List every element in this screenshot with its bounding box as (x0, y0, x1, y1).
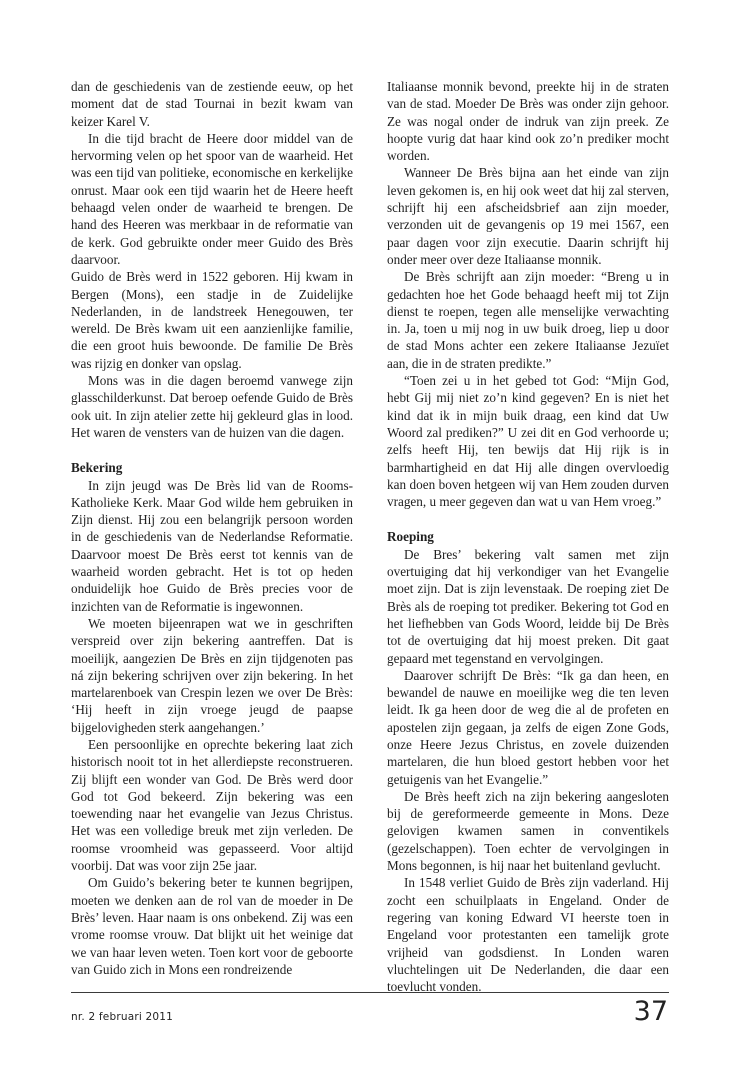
paragraph: We moeten bijeenrapen wat we in geschriften verspreid over zijn bekering aantreffen. Dat is moeilijk, aangezien De Brès en zijn tijdgenoten pas ná zijn bekering schrijven over zijn bekering. In het martelarenboek van Crespin lezen we over De Brès: ‘Hij heeft in zijn vroege jeugd de paapse bijgelovigheden sterk aangehangen.’ (71, 615, 353, 735)
section-heading-bekering: Bekering (71, 460, 123, 476)
left-column (71, 78, 353, 978)
paragraph: De Brès heeft zich na zijn bekering aangesloten bij de gereformeerde gemeente in Mons. Deze gelovigen kwamen samen in conventikels (gezelschappen). Toen echter de vervolgingen in Mons begonnen, is hij naar het buitenland gevlucht. (387, 788, 669, 874)
section-heading-roeping: Roeping (387, 529, 434, 545)
paragraph: “Toen zei u in het gebed tot God: “Mijn God, hebt Gij mij niet zo’n kind gegeven? En is niet het kind dat ik in mijn buik draag, een kind dat Uw Woord zal prediken?” U zei dit en God verhoorde u; zelfs heeft Hij, ten bewijs dat Hij rijk is in barmhartigheid en dat Hij alle dingen overvloedig kan doen boven hetgeen wij van Hem zouden durven vragen, u meer gegeven dan wat u van Hem vroeg.” (387, 373, 669, 510)
paragraph: De Brès schrijft aan zijn moeder: “Breng u in gedachten hoe het Gode behaagd heeft mij tot Zijn dienst te roepen, tegen alle menselijke verwachting in. Ja, toen u mij nog in uw buik droeg, liep u door de stad Mons achter een zekere Italiaanse Jezuïet aan, die in de straten predikte.” (387, 269, 669, 371)
paragraph: In die tijd bracht de Heere door middel van de hervorming velen op het spoor van de waarheid. Het was een tijd van politieke, economische en kerkelijke onrust. Maar ook een tijd waarin het de Heere heeft behaagd velen onder de waarheid te brengen. De hand des Heeren was merkbaar in de reformatie van de kerk. God gebruikte onder meer Guido des Brès daarvoor. (71, 130, 353, 267)
paragraph: Italiaanse monnik bevond, preekte hij in de straten van de stad. Moeder De Brès was onder zijn gehoor. Ze was nogal onder de indruk van zijn preek. Ze hoopte vurig dat haar kind ook zo’n prediker mocht worden. (387, 79, 669, 164)
issue-label: nr. 2 februari 2011 (71, 1011, 174, 1023)
page-number: 37 (633, 996, 668, 1027)
paragraph: In zijn jeugd was De Brès lid van de Rooms-Katholieke Kerk. Maar God wilde hem gebruiken in Zijn dienst. Hij zou een belangrijk persoon worden in de geschiedenis van de Nederlandse Reformatie. Daarvoor moest De Brès eerst tot kennis van de waarheid worden gebracht. Het is tot op heden onduidelijk hoe Guido de Brès precies voor de inzichten van de Reformatie is ingewonnen. (71, 477, 353, 614)
paragraph: Daarover schrijft De Brès: “Ik ga dan heen, en bewandel de nauwe en moeilijke weg die ten leven leidt. Ik ga heen door de weg die al de profeten en apostelen zijn gegaan, ja zelfs de eigen Zone Gods, onze Heere Jezus Christus, en zovele duizenden martelaren, die hun bloed gestort hebben voor het getuigenis van het Evangelie.” (387, 667, 669, 787)
right-column (387, 78, 669, 995)
paragraph: Een persoonlijke en oprechte bekering laat zich historisch nooit tot in het allerdiepste reconstrueren. Zij blijft een wonder van God. De Brès werd door God tot God bekeerd. Zijn bekering was een toewending naar het evangelie van Jezus Christus. Het was een volledige breuk met zijn verleden. De roomse vroomheid was gepasseerd. Voor altijd voorbij. Dat was voor zijn 25e jaar. (71, 736, 353, 874)
paragraph: Mons was in die dagen beroemd vanwege zijn glasschilderkunst. Dat beroep oefende Guido de Brès ook uit. In zijn atelier zette hij gekleurd glas in lood. Het waren de vensters van de huizen van die dagen. (71, 373, 353, 440)
paragraph: Guido de Brès werd in 1522 geboren. Hij kwam in Bergen (Mons), een stadje in de Zuidelijke Nederlanden, in de landstreek Henegouwen, ter wereld. De Brès kwam uit een aanzienlijke familie, die een groot huis bewoonde. De familie De Brès was rijzig en donker van opslag. (71, 269, 353, 371)
paragraph: De Bres’ bekering valt samen met zijn overtuiging dat hij verkondiger van het Evangelie moet zijn. Dat is zijn levenstaak. De roeping ziet De Brès als de roeping tot prediker. Bekering tot God en het liefhebben van Gods Woord, leidde bij De Brès tot de overtuiging dat hij moest preken. Dit gaat gepaard met tegenstand en vervolgingen. (387, 546, 669, 666)
paragraph: dan de geschiedenis van de zestiende eeuw, op het moment dat de stad Tournai in bezit kwam van keizer Karel V. (71, 79, 353, 129)
paragraph: In 1548 verliet Guido de Brès zijn vaderland. Hij zocht een schuilplaats in Engeland. Onder de regering van koning Edward VI heerste toen in Engeland voor protestanten een tamelijk grote vrijheid van godsdienst. In Londen waren vluchtelingen uit De Nederlanden, die daar een toevlucht vonden. (387, 875, 669, 995)
paragraph: Wanneer De Brès bijna aan het einde van zijn leven gekomen is, en hij ook weet dat hij zal sterven, schrijft hij een afscheidsbrief aan zijn moeder, verzonden uit de gevangenis op 19 mei 1567, een paar dagen voor zijn executie. Daarin schrijft hij onder meer over deze Italiaanse monnik. (387, 165, 669, 267)
footer-divider (71, 992, 669, 993)
paragraph: Om Guido’s bekering beter te kunnen begrijpen, moeten we denken aan de rol van de moeder in De Brès’ leven. Haar naam is ons onbekend. Zij was een vrome roomse vrouw. Dat blijkt uit het weinige dat we van haar leven weten. Toen kort voor de geboorte van Guido zich in Mons een rondreizende (71, 875, 353, 977)
